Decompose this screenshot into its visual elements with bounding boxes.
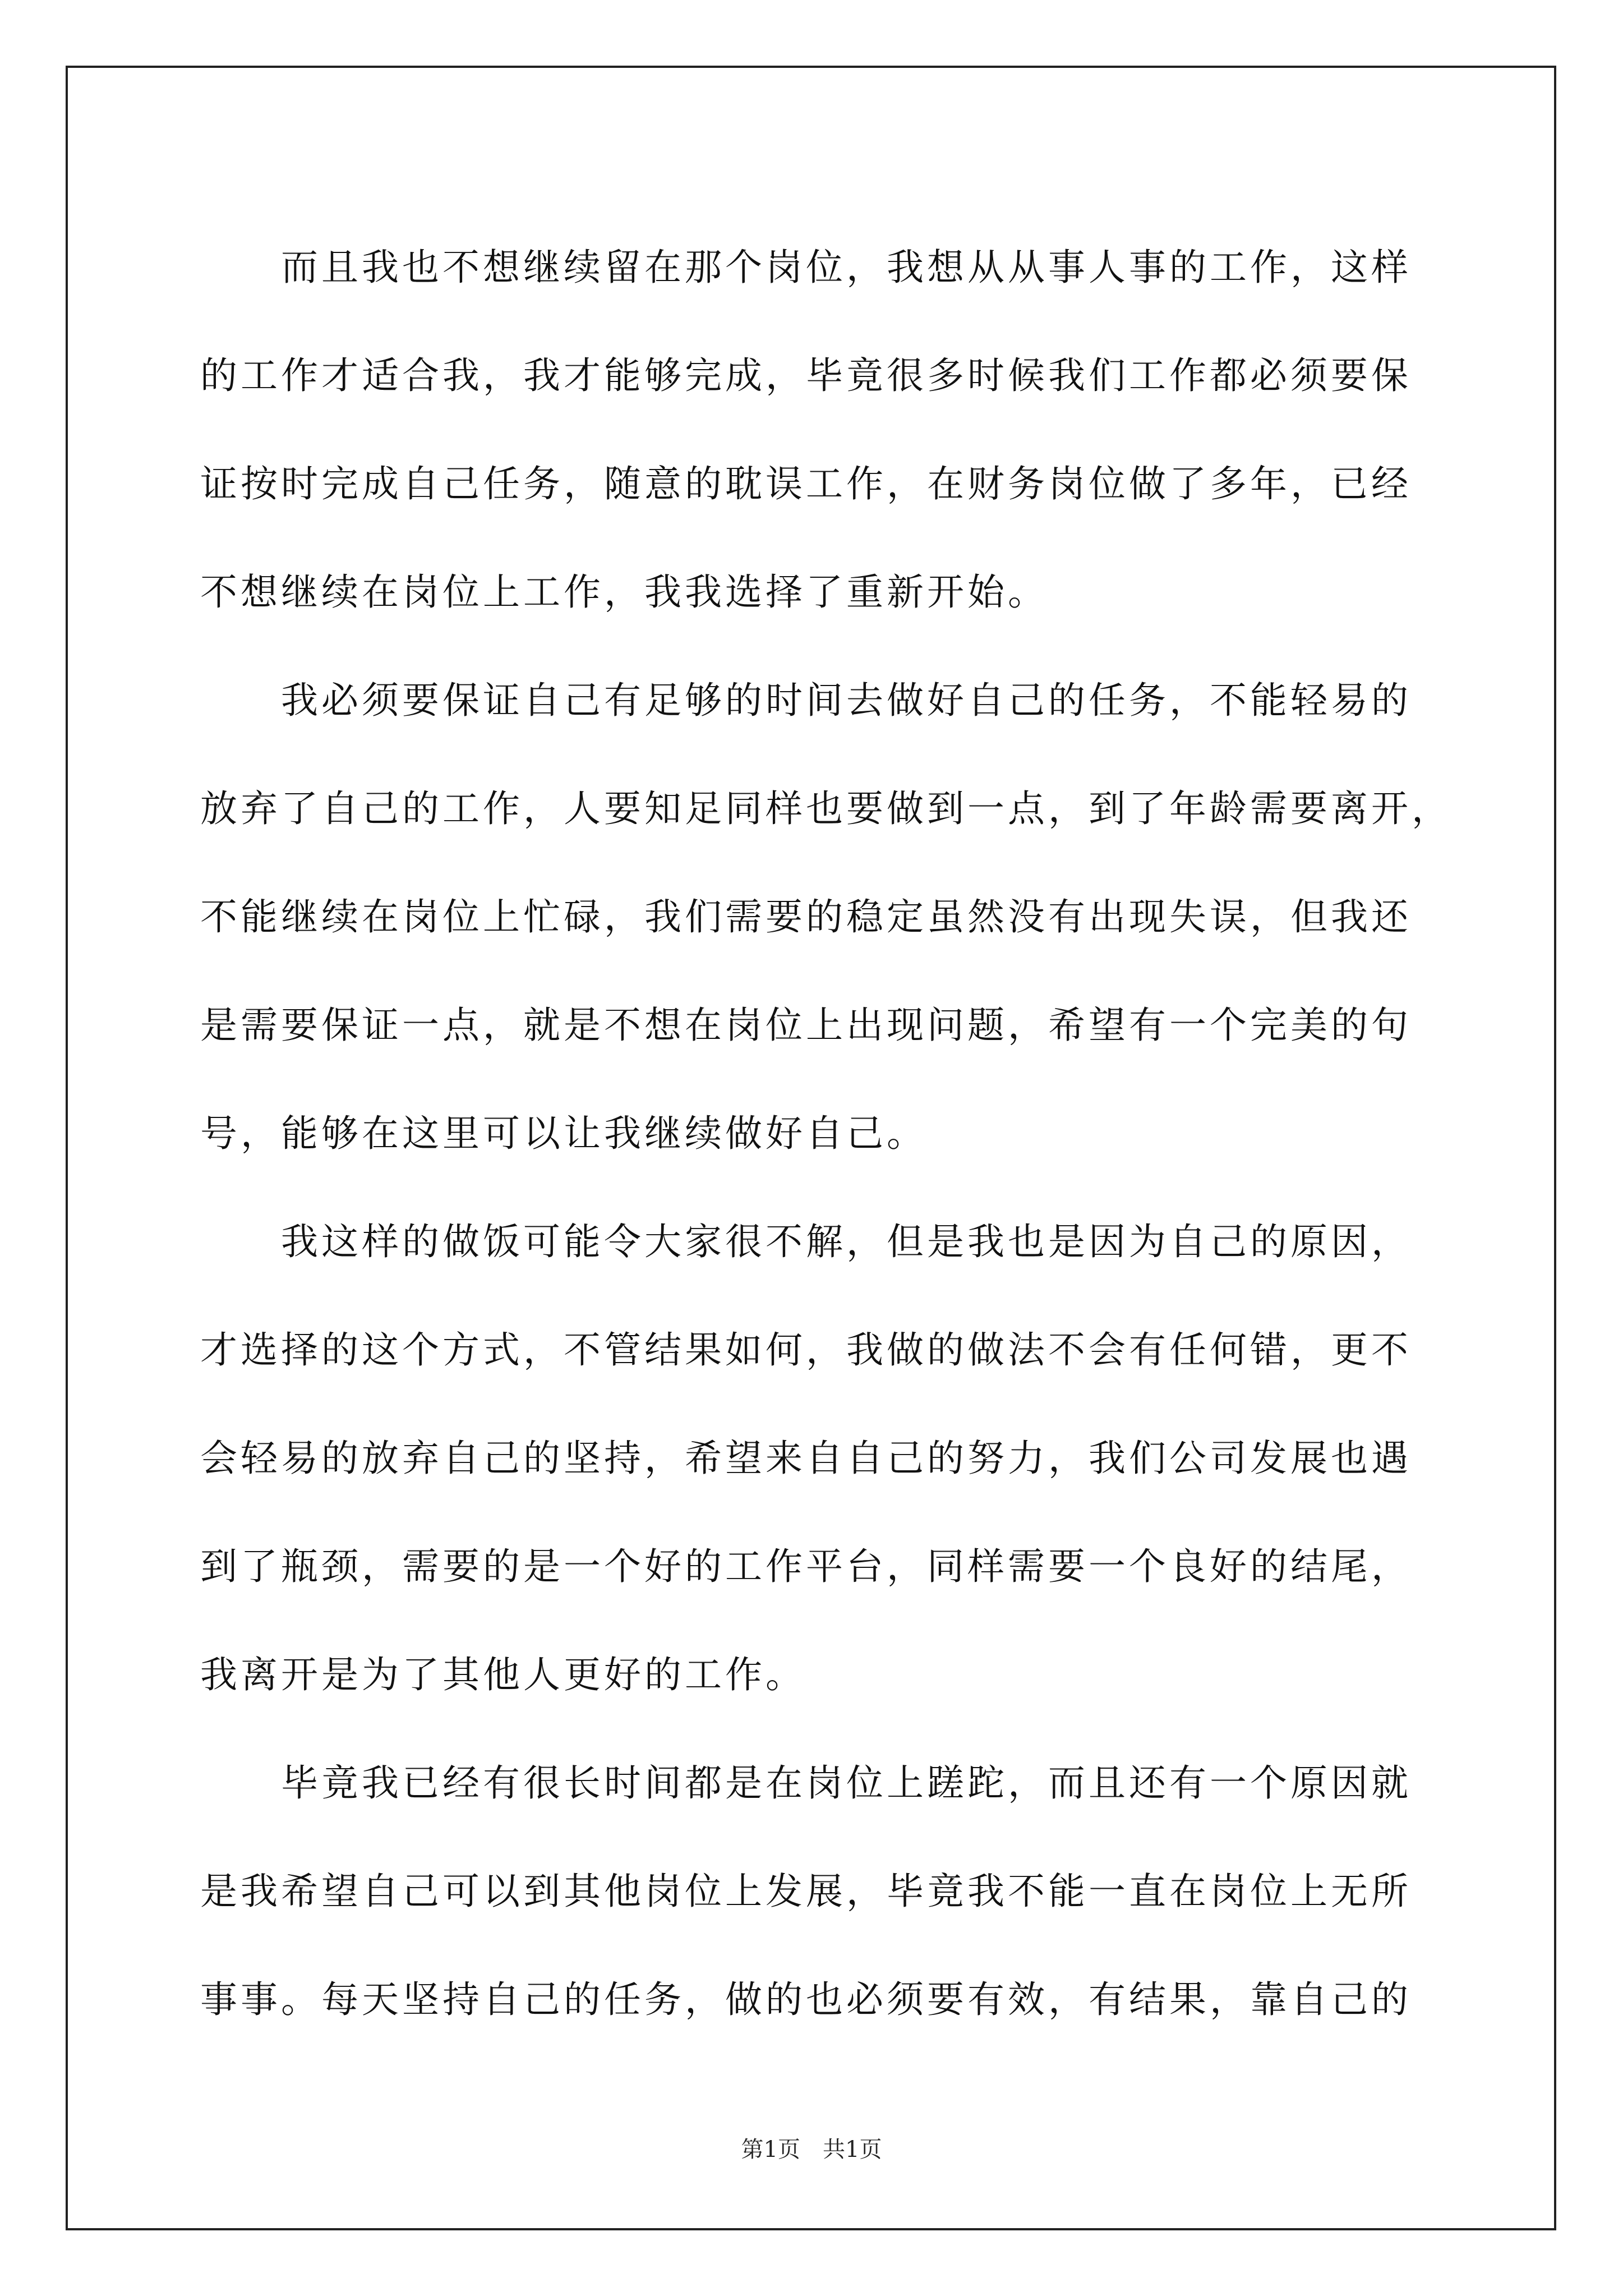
text-line: 不想继续在岗位上工作，我我选择了重新开始。: [200, 570, 1048, 614]
text-line: 才选择的这个方式，不管结果如何，我做的做法不会有任何错，更不: [200, 1328, 1412, 1372]
text-line: 事事。每天坚持自己的任务，做的也必须要有效，有结果，靠自己的: [200, 1978, 1412, 2021]
text-line: 我离开是为了其他人更好的工作。: [200, 1653, 806, 1696]
text-line: 到了瓶颈，需要的是一个好的工作平台，同样需要一个良好的结尾，: [200, 1545, 1412, 1588]
text-line: 的工作才适合我，我才能够完成，毕竟很多时候我们工作都必须要保: [200, 354, 1412, 397]
text-line: 是我希望自己可以到其他岗位上发展，毕竟我不能一直在岗位上无所: [200, 1870, 1412, 1913]
text-line: 是需要保证一点，就是不想在岗位上出现问题，希望有一个完美的句: [200, 1004, 1412, 1047]
text-line: 不能继续在岗位上忙碌，我们需要的稳定虽然没有出现失误，但我还: [200, 895, 1412, 938]
text-line: 会轻易的放弃自己的坚持，希望来自自己的努力，我们公司发展也遇: [200, 1437, 1412, 1480]
text-line: 证按时完成自己任务，随意的耽误工作，在财务岗位做了多年，已经: [200, 462, 1412, 505]
text-line: 放弃了自己的工作，人要知足同样也要做到一点，到了年龄需要离开，: [200, 787, 1452, 830]
text-line: 我必须要保证自己有足够的时间去做好自己的任务，不能轻易的: [200, 679, 1412, 722]
text-line: 而且我也不想继续留在那个岗位，我想从从事人事的工作，这样: [200, 246, 1412, 289]
text-line: 毕竟我已经有很长时间都是在岗位上蹉跎，而且还有一个原因就: [200, 1761, 1412, 1805]
text-line: 号，能够在这里可以让我继续做好自己。: [200, 1112, 927, 1155]
text-line: 我这样的做饭可能令大家很不解，但是我也是因为自己的原因，: [200, 1220, 1412, 1263]
page-number-footer: 第1页 共1页: [741, 2137, 882, 2162]
document-body: [200, 213, 1456, 2054]
